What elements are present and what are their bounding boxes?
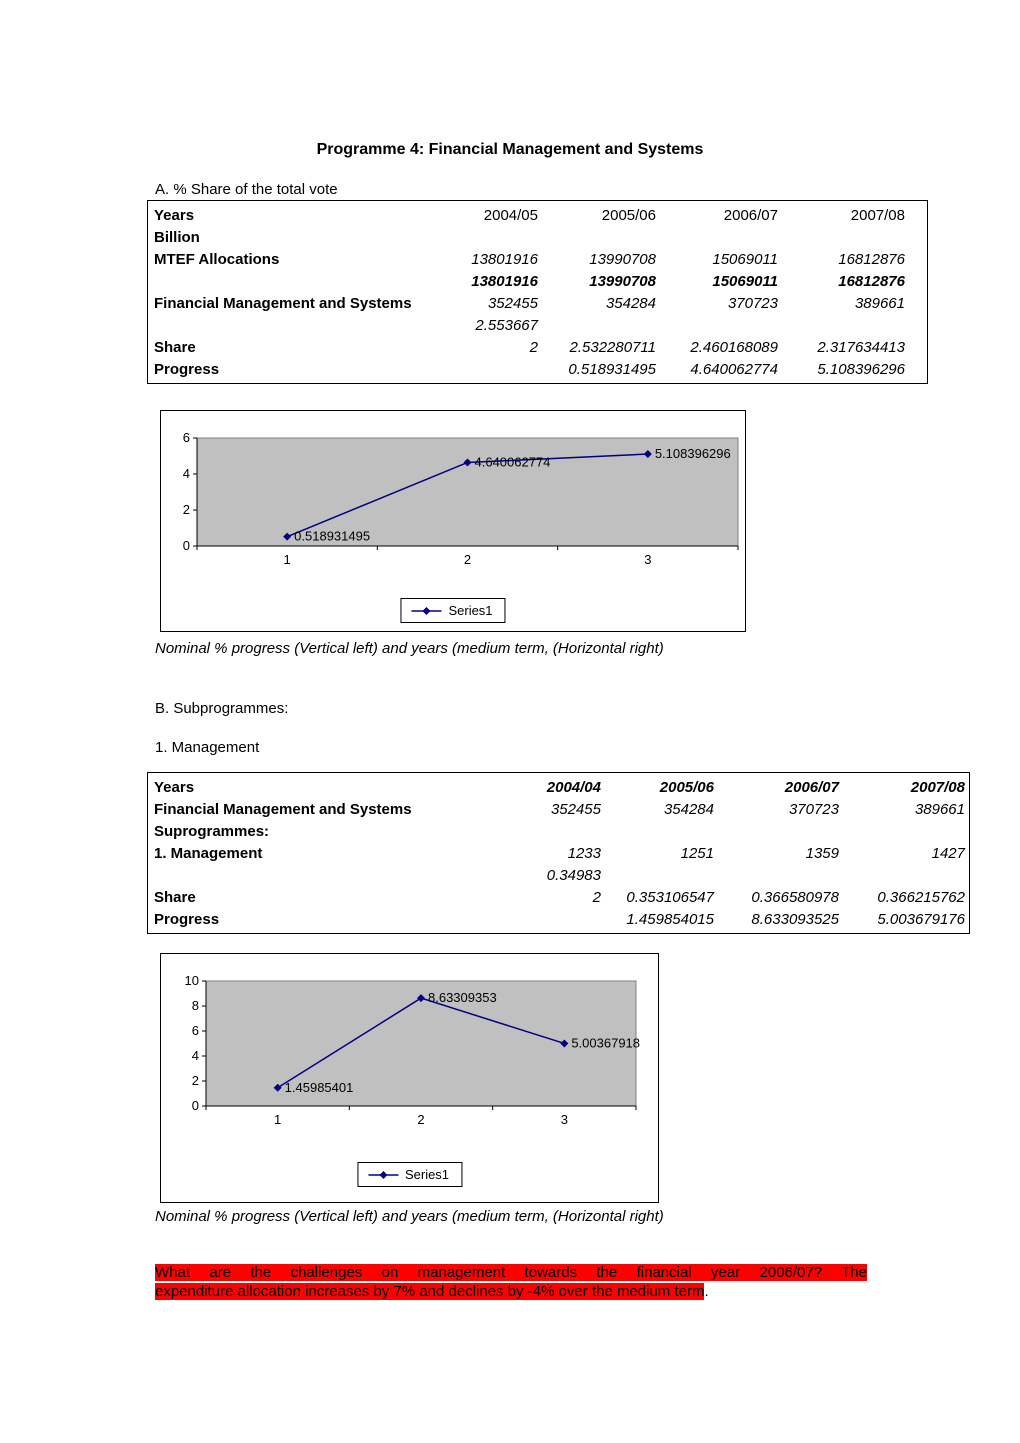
value-cell: 2 bbox=[529, 338, 538, 356]
data-label: 4.640062774 bbox=[474, 454, 551, 470]
row-label-cell: MTEF Allocations bbox=[154, 250, 280, 268]
row-label-cell: Progress bbox=[154, 360, 220, 378]
value-cell: 2 bbox=[592, 888, 601, 906]
value-cell: 5.003679176 bbox=[877, 910, 965, 928]
value-cell bbox=[530, 908, 603, 930]
value-cell: 352455 bbox=[487, 294, 538, 312]
y-tick-label: 2 bbox=[182, 502, 190, 517]
share-of-vote-table-grid bbox=[152, 204, 907, 380]
value-cell bbox=[716, 864, 841, 886]
table-row bbox=[152, 204, 907, 226]
challenge-note-line: expenditure allocation increases by 7% and declines by -4% over the medium term. bbox=[155, 1283, 709, 1300]
note-suffix: . bbox=[704, 1283, 709, 1300]
x-tick-label: 1 bbox=[283, 552, 291, 567]
data-label: 8.63309353 bbox=[428, 990, 497, 1006]
management-table-grid bbox=[152, 776, 967, 930]
value-cell: 8.633093525 bbox=[751, 910, 839, 928]
challenge-note-line: What are the challenges on management towards the financial year 2006/07? The bbox=[155, 1264, 867, 1281]
legend-series-label: Series1 bbox=[404, 1167, 450, 1182]
legend-series-label: Series1 bbox=[448, 603, 493, 618]
value-cell bbox=[841, 864, 967, 886]
row-label-cell bbox=[152, 270, 468, 292]
row-label-cell bbox=[152, 864, 530, 886]
row-label-cell: Financial Management and Systems bbox=[154, 294, 412, 312]
value-cell bbox=[603, 820, 716, 842]
section-a-heading: A. % Share of the total vote bbox=[155, 181, 338, 198]
value-cell bbox=[780, 314, 907, 336]
table-row bbox=[152, 842, 967, 864]
value-cell: 0.366215762 bbox=[877, 888, 965, 906]
value-cell bbox=[841, 820, 967, 842]
row-label-cell: 1. Management bbox=[154, 844, 263, 862]
value-cell bbox=[540, 314, 658, 336]
table-row bbox=[152, 248, 907, 270]
value-cell: 389661 bbox=[854, 294, 905, 312]
row-label-cell: Years bbox=[154, 778, 195, 796]
table-row bbox=[152, 358, 907, 380]
value-cell: 2.553667 bbox=[475, 316, 538, 334]
value-cell: 2.532280711 bbox=[569, 338, 656, 356]
value-cell: 2.317634413 bbox=[817, 338, 905, 356]
value-cell: 2004/04 bbox=[546, 778, 601, 796]
value-cell bbox=[716, 820, 841, 842]
chart-legend bbox=[357, 1162, 462, 1187]
x-tick-label: 3 bbox=[560, 1112, 568, 1127]
page-title: Programme 4: Financial Management and Systems bbox=[316, 141, 704, 158]
value-cell: 2006/07 bbox=[784, 778, 839, 796]
chart-a-caption: Nominal % progress (Vertical left) and years (medium term, (Horizontal right) bbox=[155, 640, 664, 657]
row-label-cell: Progress bbox=[154, 910, 220, 928]
value-cell: 370723 bbox=[788, 800, 839, 818]
value-cell: 370723 bbox=[727, 294, 778, 312]
section-b-heading: B. Subprogrammes: bbox=[155, 700, 289, 717]
table-row bbox=[152, 314, 907, 336]
value-cell: 389661 bbox=[914, 800, 965, 818]
chart-legend bbox=[400, 598, 505, 623]
row-label-cell: Billion bbox=[154, 228, 200, 246]
value-cell: 4.640062774 bbox=[690, 360, 778, 378]
value-cell: 0.353106547 bbox=[626, 888, 714, 906]
y-tick-label: 0 bbox=[182, 538, 190, 553]
value-cell bbox=[780, 226, 907, 248]
table-row bbox=[152, 292, 907, 314]
y-tick-label: 8 bbox=[191, 998, 199, 1013]
chart-b-caption: Nominal % progress (Vertical left) and years (medium term, (Horizontal right) bbox=[155, 1208, 664, 1225]
value-cell: 2005/06 bbox=[601, 206, 656, 224]
x-tick-label: 1 bbox=[274, 1112, 282, 1127]
x-tick-label: 2 bbox=[463, 552, 472, 567]
y-tick-label: 10 bbox=[184, 973, 199, 988]
row-label-cell: Years bbox=[154, 206, 195, 224]
value-cell: 2006/07 bbox=[723, 206, 778, 224]
x-tick-label: 2 bbox=[417, 1112, 425, 1127]
value-cell bbox=[530, 820, 603, 842]
x-tick-label: 3 bbox=[644, 552, 652, 567]
value-cell: 15069011 bbox=[712, 250, 778, 268]
value-cell: 354284 bbox=[605, 294, 656, 312]
value-cell: 2.460168089 bbox=[690, 338, 778, 356]
table-row bbox=[152, 776, 967, 798]
data-label: 1.45985401 bbox=[284, 1079, 354, 1095]
data-label: 5.00367918 bbox=[571, 1035, 641, 1051]
row-label-cell: Suprogrammes: bbox=[154, 822, 270, 840]
value-cell: 13801916 bbox=[471, 272, 538, 290]
data-label: 0.518931495 bbox=[294, 528, 371, 544]
value-cell: 354284 bbox=[663, 800, 714, 818]
chart-share-progress bbox=[160, 410, 746, 632]
y-tick-label: 4 bbox=[191, 1048, 199, 1063]
legend-marker bbox=[422, 607, 430, 615]
value-cell: 2007/08 bbox=[850, 206, 905, 224]
value-cell: 16812876 bbox=[838, 250, 905, 268]
value-cell: 16812876 bbox=[838, 272, 905, 290]
value-cell bbox=[540, 226, 658, 248]
table-row bbox=[152, 908, 967, 930]
value-cell bbox=[603, 864, 716, 886]
value-cell: 2004/05 bbox=[483, 206, 538, 224]
value-cell: 1251 bbox=[680, 844, 714, 862]
table-row bbox=[152, 226, 907, 248]
row-label-cell: Share bbox=[154, 888, 196, 906]
table-row bbox=[152, 820, 967, 842]
value-cell bbox=[468, 358, 540, 380]
y-tick-label: 2 bbox=[191, 1073, 199, 1088]
row-label-cell: Financial Management and Systems bbox=[154, 800, 412, 818]
value-cell: 1359 bbox=[805, 844, 839, 862]
value-cell bbox=[658, 226, 780, 248]
table-row bbox=[152, 336, 907, 358]
value-cell: 15069011 bbox=[712, 272, 778, 290]
value-cell: 0.518931495 bbox=[568, 360, 656, 378]
value-cell: 13990708 bbox=[589, 250, 656, 268]
challenge-note bbox=[155, 1263, 867, 1301]
value-cell: 13990708 bbox=[589, 272, 656, 290]
y-tick-label: 6 bbox=[182, 430, 190, 445]
data-label: 5.108396296 bbox=[654, 446, 731, 462]
line-chart-canvas bbox=[161, 411, 747, 597]
value-cell: 2005/06 bbox=[659, 778, 714, 796]
y-tick-label: 4 bbox=[182, 466, 190, 481]
value-cell: 1.459854015 bbox=[626, 910, 714, 928]
value-cell bbox=[468, 226, 540, 248]
value-cell bbox=[658, 314, 780, 336]
value-cell: 0.366580978 bbox=[751, 888, 839, 906]
table-row bbox=[152, 270, 907, 292]
management-table bbox=[147, 772, 970, 934]
table-row bbox=[152, 798, 967, 820]
line-chart-canvas bbox=[161, 954, 660, 1156]
y-tick-label: 6 bbox=[191, 1023, 199, 1038]
share-of-vote-table bbox=[147, 200, 928, 384]
value-cell: 13801916 bbox=[471, 250, 538, 268]
section-b-subheading: 1. Management bbox=[155, 739, 260, 756]
value-cell: 352455 bbox=[550, 800, 601, 818]
value-cell: 1427 bbox=[931, 844, 965, 862]
y-tick-label: 0 bbox=[191, 1098, 199, 1113]
legend-line-marker-icon bbox=[409, 605, 443, 617]
legend-marker bbox=[379, 1171, 387, 1179]
legend-line-marker-icon bbox=[366, 1169, 400, 1181]
chart-management-progress bbox=[160, 953, 659, 1203]
value-cell: 1233 bbox=[567, 844, 601, 862]
row-label-cell: Share bbox=[154, 338, 196, 356]
table-row bbox=[152, 864, 967, 886]
value-cell: 0.34983 bbox=[546, 866, 601, 884]
value-cell: 2007/08 bbox=[910, 778, 965, 796]
row-label-cell bbox=[152, 314, 468, 336]
value-cell: 5.108396296 bbox=[817, 360, 905, 378]
table-row bbox=[152, 886, 967, 908]
